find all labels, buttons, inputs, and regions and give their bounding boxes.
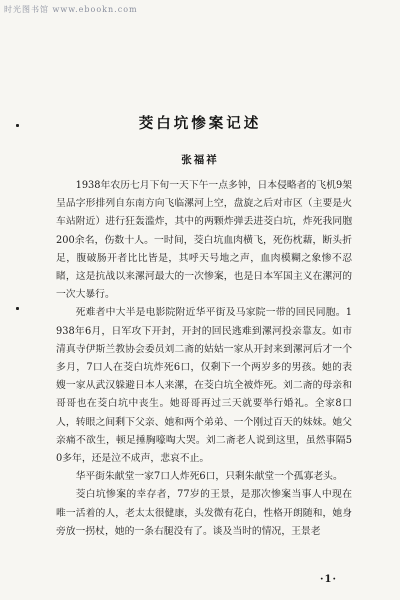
paragraph: 茭白坑惨案的幸存者，77岁的王景，是那次惨案当事人中现在唯一活着的人，老太太很健康，头发微有花白，性格开朗随和，她身旁放一拐杖，她的一条右腿没有了。谈及当时的情况，王景老 bbox=[56, 489, 352, 537]
article-title: 茭白坑惨案记述 bbox=[138, 116, 262, 132]
margin-mark bbox=[16, 307, 19, 310]
paragraph: 死难者中大半是电影院附近华平街及马家院一带的回民同胞。1938年6月，日军攻下开封，开封的回民逃难到漯河投亲靠友。如市清真寺伊斯兰教协会委员刘二斋的姑姑一家从开封来到漯河后才一个多月，7口人在茭白坑炸死6口，仅剩下一个两岁多的男孩。她的表嫂一家从武汉躲避日本人来漯，在茭白坑全被炸死。刘二斋的母亲和哥哥也在茭白坑中丧生。她哥哥再过三天就要举行婚礼。全家8口人，转眼之间剩下父亲、她和两个弟弟、一个刚过百天的妹妹。她父亲痛不欲生，顿足捶胸嚎啕大哭。刘二斋老人说到这里，虽然事隔50多年，还是泣不成声，悲哀不止。 bbox=[56, 307, 352, 465]
watermark-text: 时光图书馆 www.ebookn.com bbox=[4, 5, 138, 14]
paragraph: 1938年农历七月下旬一天下午一点多钟，日本侵略者的飞机9架呈品字形排列自东南方向飞临漯河上空，盘旋之后对市区（主要是火车站附近）进行狂轰滥炸，其中的两颗炸弹丢进茭白坑，炸死我同胞200余名，伤数十人。一时间，茭白坑血肉横飞，死伤枕藉，断头折足，腹破肠开者比比皆是，其呼天号地之声，血肉模糊之象惨不忍睹，这是抗战以来漯河最大的一次惨案，也是日本军国主义在漯河的一次大暴行。 bbox=[56, 180, 352, 301]
page-number: ·1· bbox=[320, 574, 337, 585]
paragraph: 华平街朱献堂一家7口人炸死6口，只剩朱献堂一个孤寡老头。 bbox=[75, 471, 343, 483]
article-author: 张福祥 bbox=[181, 154, 219, 166]
article-body bbox=[56, 177, 352, 541]
